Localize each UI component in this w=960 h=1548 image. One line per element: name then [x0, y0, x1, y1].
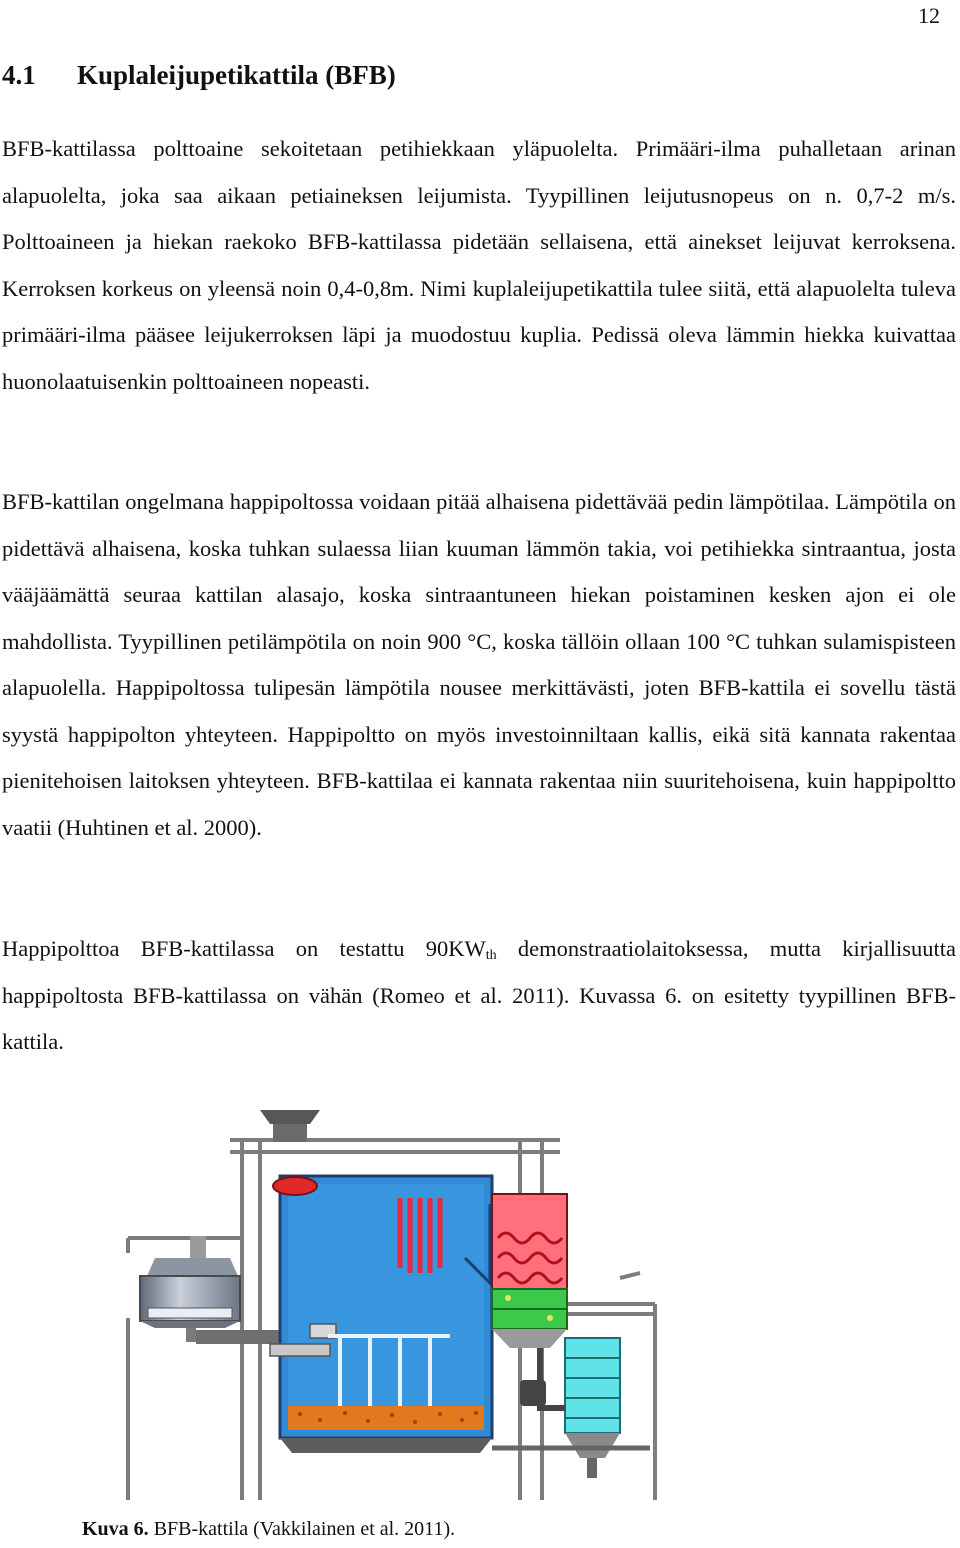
section-heading — [2, 60, 396, 91]
fuel-hopper — [260, 1110, 320, 1142]
paragraph-3-end: demonstraatiolaitoksessa, mutta kirjallisuutta happipoltosta BFB-kattilassa on vähän (Romeo et al. 2011). Kuvassa 6. on esitetty tyypillinen BFB-kattila. — [2, 936, 956, 1054]
furnace — [270, 1176, 492, 1453]
page-number: 12 — [918, 3, 940, 28]
caption-label: Kuva 6. — [82, 1518, 149, 1540]
paragraph-3-subscript: th — [485, 948, 497, 963]
caption-text: BFB-kattila (Vakkilainen et al. 2011). — [148, 1518, 456, 1540]
back-pass — [492, 1194, 567, 1348]
figure-caption — [82, 1518, 455, 1541]
section-title: Kuplaleijupetikattila (BFB) — [77, 60, 396, 90]
paragraph-3-start: Happipolttoa BFB-kattilassa on testattu 90KW — [2, 936, 486, 961]
air-heater — [492, 1338, 650, 1478]
paragraph-2: BFB-kattilan ongelmana happipoltossa voidaan pitää alhaisena pidettävää pedin lämpötilaa. Lämpötila on pidettävä alhaisena, koska tuhkan sulaessa liian kuuman lämmön takia, voi petihiekka sintraantua, josta vääjäämättä seuraa kattilan alasajo, koska sintraantuneen hiekan poistaminen kesken ajon ei ole mahdollista. Tyypillinen petilämpötila on noin 900 °C, koska tällöin ollaan 100 °C tuhkan sulamispisteen alapuolella. Happipoltossa tulipesän lämpötila nousee merkittävästi, joten BFB-kattila ei sovellu tästä syystä happipolton yhteyteen. Happipoltto on myös investoinniltaan kallis, eikä sitä kannata rakentaa pienitehoisen laitoksen yhteyteen. BFB-kattilaa ei kannata rakentaa niin suuritehoisena, kuin happipoltto vaatii (Huhtinen et al. 2000). — [2, 489, 956, 840]
section-number: 4.1 — [2, 60, 36, 90]
paragraph-3 — [2, 926, 956, 1066]
bfb-boiler-figure — [110, 1108, 960, 1508]
bfb-boiler-diagram — [110, 1108, 960, 1508]
paragraph-1: BFB-kattilassa polttoaine sekoitetaan petihiekkaan yläpuolelta. Primääri-ilma puhalletaan arinan alapuolelta, joka saa aikaan petiaineksen leijumista. Tyypillinen leijutusnopeus on n. 0,7-2 m/s. Polttoaineen ja hiekan raekoko BFB-kattilassa pidetään sellaisena, että ainekset leijuvat kerroksena. Kerroksen korkeus on yleensä noin 0,4-0,8m. Nimi kuplaleijupetikattila tulee siitä, että alapuolelta tuleva primääri-ilma pääsee leijukerroksen läpi ja muodostuu kuplia. Pedissä oleva lämmin hiekka kuivattaa huonolaatuisenkin polttoaineen nopeasti. — [2, 136, 956, 394]
